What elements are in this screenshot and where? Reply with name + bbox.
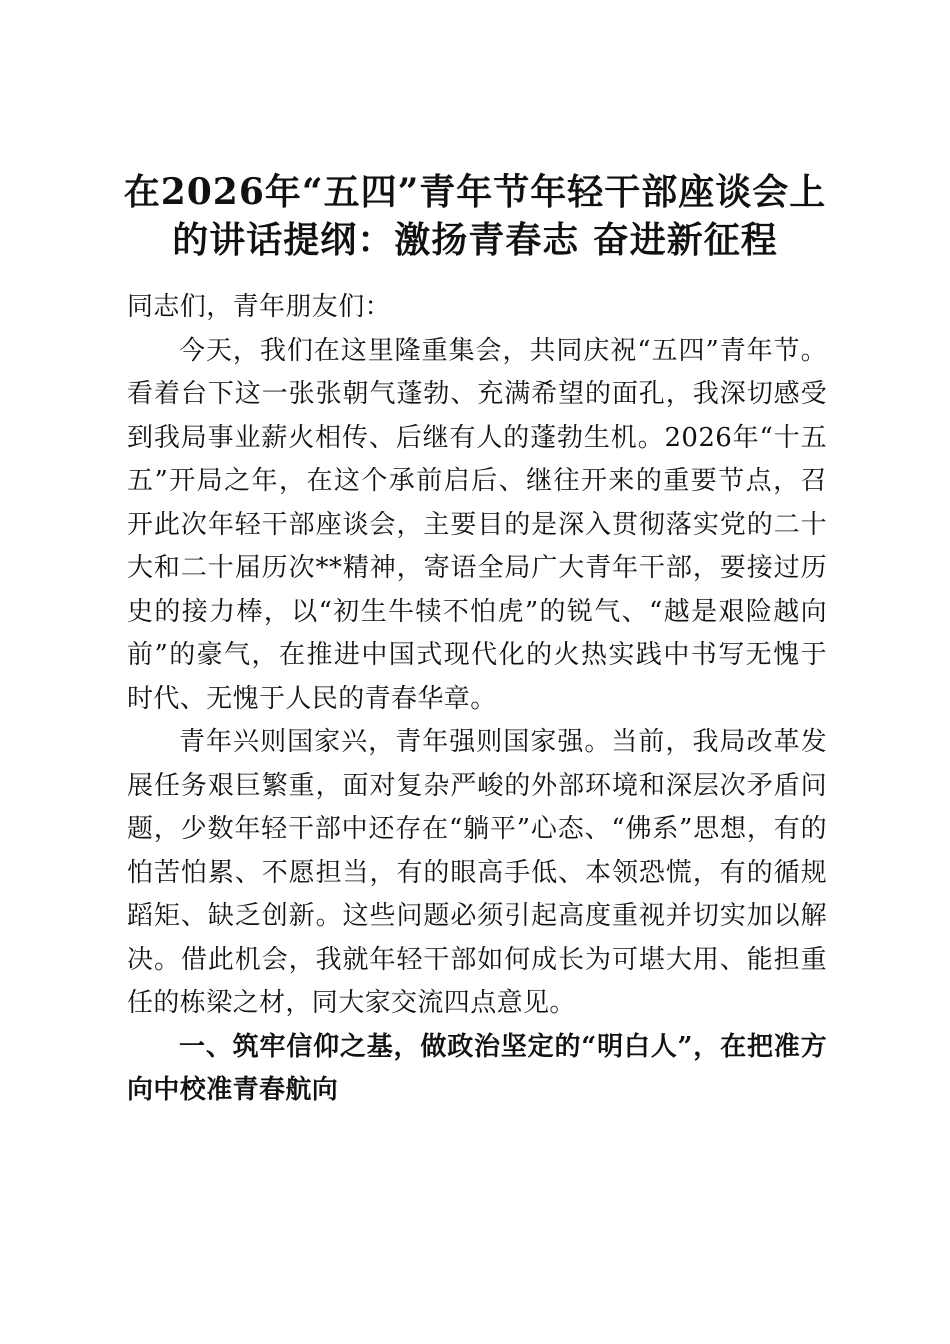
paragraph-opening: 今天，我们在这里隆重集会，共同庆祝“五四”青年节。看着台下这一张张朝气蓬勃、充满希望的面孔，我深切感受到我局事业薪火相传、后继有人的蓬勃生机。2026年“十五五”开局之年，在这个承前启后、继往开来的重要节点，召开此次年轻干部座谈会，主要目的是深入贯彻落实党的二十大和二十届历次**精神，寄语全局广大青年干部，要接过历史的接力棒，以“初生牛犊不怕虎”的锐气、“越是艰险越向前”的豪气，在推进中国式现代化的火热实践中书写无愧于时代、无愧于人民的青春华章。 [127, 335, 827, 714]
document-body [127, 286, 827, 1113]
paragraph-problems: 青年兴则国家兴，青年强则国家强。当前，我局改革发展任务艰巨繁重，面对复杂严峻的外部环境和深层次矛盾问题，少数年轻干部中还存在“躺平”心态、“佛系”思想，有的怕苦怕累、不愿担当，有的眼高手低、本领恐慌，有的循规蹈矩、缺乏创新。这些问题必须引起高度重视并切实加以解决。借此机会，我就年轻干部如何成长为可堪大用、能担重任的栋梁之材，同大家交流四点意见。 [127, 727, 827, 1018]
section-heading-one: 一、筑牢信仰之基，做政治坚定的“明白人”，在把准方向中校准青春航向 [127, 1031, 827, 1105]
salutation: 同志们，青年朋友们： [127, 292, 392, 322]
document-title: 在2026年“五四”青年节年轻干部座谈会上的讲话提纲：激扬青春志 奋进新征程 [123, 171, 827, 261]
